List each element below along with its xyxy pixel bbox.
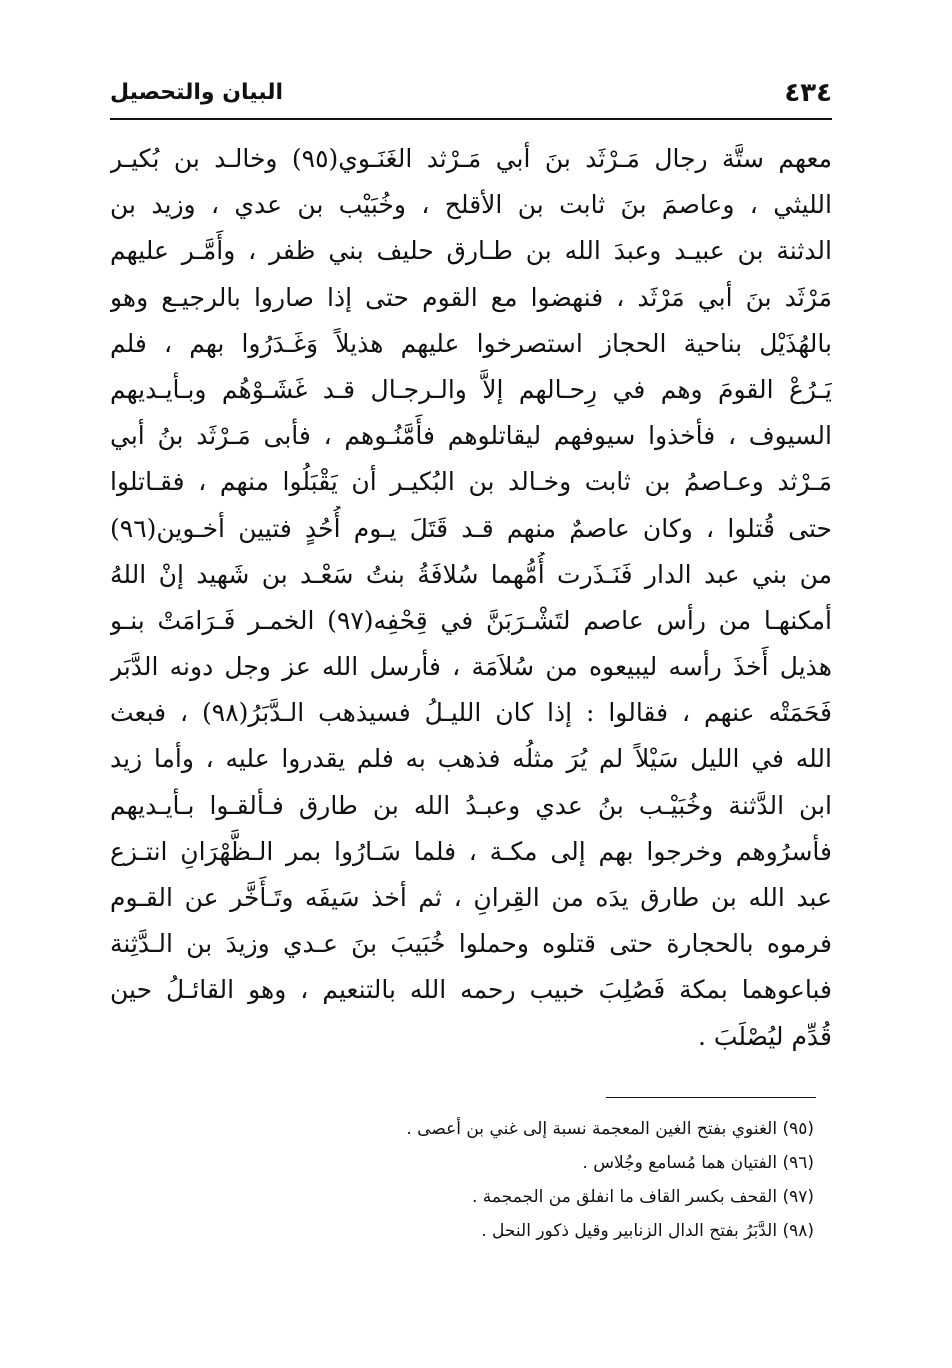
running-title: البيان والتحصيل	[110, 80, 284, 105]
footnote-98: (٩٨) الدَّبَرُ بفتح الدال الزنابير وقيل ذكور النحل .	[481, 1221, 814, 1241]
text-line: قُدِّم ليُصْلَبَ .	[697, 1021, 832, 1051]
text-line: الدثنة بن عبيـد وعبدَ الله بن طـارق حليف بني ظفر ، وأَمَّـر عليهم	[110, 236, 832, 266]
text-line: ابن الدَّثنة وخُبَيْـب بنُ عدي وعبـدُ الله بن طارق فـألقـوا بـأيـديهم	[110, 790, 832, 820]
text-line: مَـرْثد وعـاصمُ بن ثابت وخـالد بن البُكيـر أن يَقْبَلُوا منهم ، فقـاتلوا	[110, 467, 832, 497]
text-line: بالهُذَيْل بناحية الحجاز استصرخوا عليهم هذيلاً وَغَـدَرُوا بهم ، فلم	[110, 328, 832, 358]
footnote-separator	[606, 1097, 816, 1098]
text-line: الليثي ، وعاصمَ بنَ ثابت بن الأقلح ، وخُبَيْب بن عدي ، وزيد بن	[110, 190, 832, 220]
text-line: من بني عبد الدار فَنَـذَرت أُمُّهما سُلافَةُ بنتُ سَعْـد بن شَهيد إنْ اللهُ	[110, 559, 832, 589]
page-header	[110, 74, 832, 114]
text-line: فَحَمَتْه عنهم ، فقالوا : إذا كان الليـلُ فسيذهب الـدَّبَرُ(٩٨) ، فبعث	[110, 698, 832, 728]
text-line: فأسرُوهم وخرجوا بهم إلى مكـة ، فلما سَـارُوا بمر الـظَّهْرَانِ انتـزع	[110, 836, 832, 866]
footnote-95: (٩٥) الغنوي بفتح الغين المعجمة نسبة إلى غني بن أعصى .	[406, 1119, 814, 1139]
footnotes	[110, 1112, 814, 1248]
text-line: أمكنهـا من رأس عاصم لتَشْـرَبَنَّ في قِحْفِه(٩٧) الخمـر فَـرَامَتْ بنـو	[110, 605, 832, 635]
text-line: عبد الله بن طارق يدَه من القِرانِ ، ثم أخذ سَيفَه وتَـأَخَّر عن القـوم	[110, 883, 832, 912]
text-line: مَرْثَد بنَ أبي مَرْثَد ، فنهضوا مع القوم حتى إذا صاروا بالرجيـع وهو	[110, 282, 832, 312]
text-line: حتى قُتلوا ، وكان عاصمٌ منهم قـد قَتَلَ يـوم أُحُدٍ فتيين أخـوين(٩٦)	[110, 513, 832, 543]
text-line: فباعوهما بمكة فَصُلِبَ خبيب رحمه الله بالتنعيم ، وهو القائـلُ حين	[110, 975, 832, 1005]
footnote-97: (٩٧) القحف بكسر القاف ما انفلق من الجمجمة .	[471, 1187, 814, 1207]
main-text	[110, 136, 832, 1060]
text-line: الله في الليل سَيْلاً لم يُرَ مثلُه فذهب به فلم يقدروا عليه ، وأما زيد	[110, 744, 832, 774]
text-line: يَـرُعْ القومَ وهم في رِحـالهم إلاَّ والـرجـال قـد غَشَـوْهُم وبـأيـديهم	[110, 374, 832, 404]
text-line: معهم ستَّة رجال مَـرْثَد بنَ أبي مَـرْثد الغَنَـوي(٩٥) وخالـد بن بُكيـر	[110, 144, 832, 173]
text-line: السيوف ، فأخذوا سيوفهم ليقاتلوهم فأَمَّنُـوهم ، فأبى مَـرْثَد بنُ أبي	[110, 421, 832, 451]
header-rule	[110, 118, 832, 120]
page-number: ٤٣٤	[784, 78, 832, 108]
text-line: فرموه بالحجارة حتى قتلوه وحملوا خُبَيبَ بنَ عـدي وزيدَ بن الـدَّثِنة	[110, 929, 832, 959]
footnote-96: (٩٦) الفتيان هما مُسامع وجُلاس .	[582, 1153, 814, 1173]
text-line: هذيل أَخذَ رأسه ليبيعوه من سُلاَمَة ، فأرسل الله عز وجل دونه الدَّبَر	[110, 652, 832, 682]
